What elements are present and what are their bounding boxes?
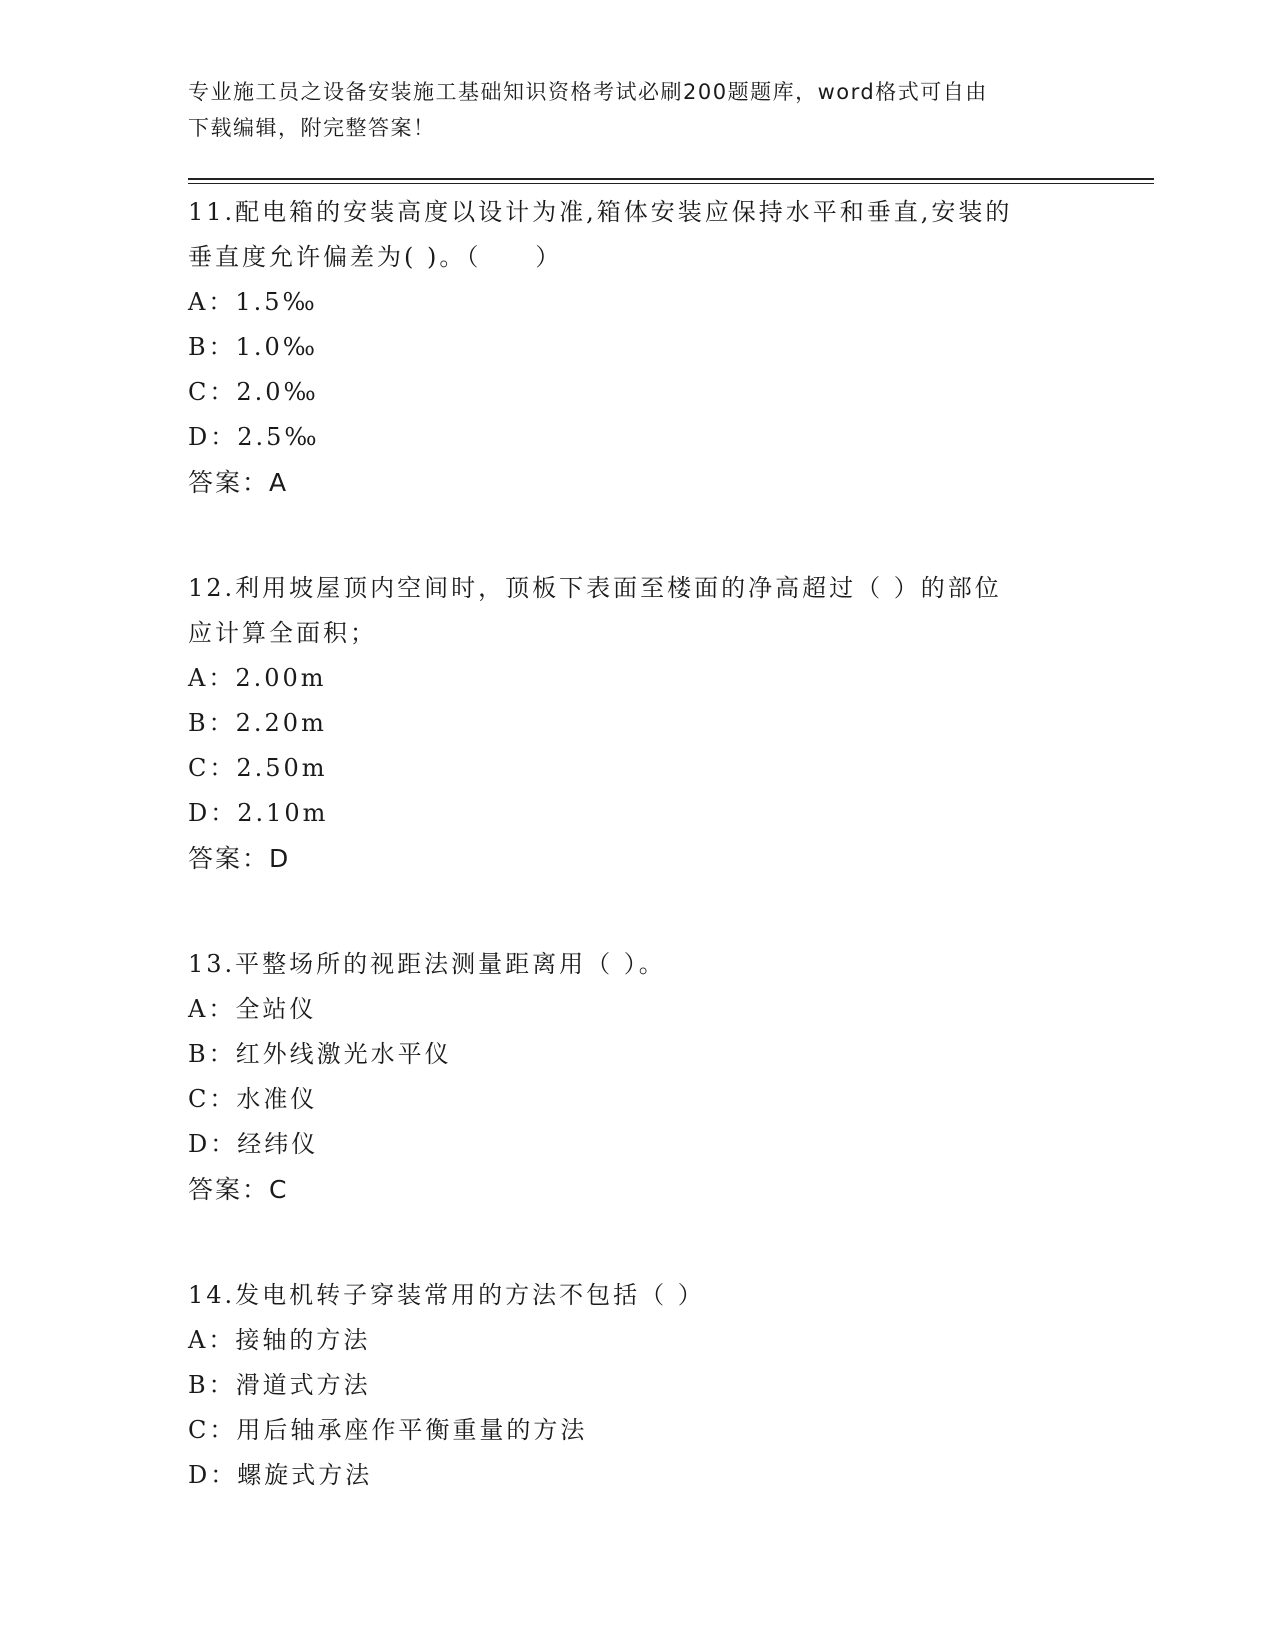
option-c: C：水准仪 bbox=[188, 1085, 318, 1113]
question-stem-line: 14.发电机转子穿装常用的方法不包括（ ） bbox=[188, 1281, 705, 1309]
option-a: A：1.5‰ bbox=[188, 288, 318, 316]
header-line-2: 下载编辑，附完整答案！ bbox=[188, 116, 436, 140]
option-d: D：2.10m bbox=[188, 799, 329, 827]
question-11 bbox=[188, 190, 1088, 506]
question-list bbox=[188, 190, 1088, 1498]
question-stem-line: 12.利用坡屋顶内空间时，顶板下表面至楼面的净高超过（ ）的部位 bbox=[188, 574, 1002, 602]
answer-label: 答案：D bbox=[188, 844, 291, 873]
option-c: C：2.50m bbox=[188, 754, 328, 782]
option-b: B：红外线激光水平仪 bbox=[188, 1040, 452, 1068]
option-c: C：2.0‰ bbox=[188, 378, 319, 406]
header-divider-thin bbox=[188, 183, 1154, 184]
option-c: C：用后轴承座作平衡重量的方法 bbox=[188, 1416, 588, 1444]
question-13 bbox=[188, 942, 1088, 1213]
option-b: B：滑道式方法 bbox=[188, 1371, 371, 1399]
answer-label: 答案：C bbox=[188, 1175, 289, 1204]
header-divider-thick bbox=[188, 178, 1154, 180]
document-header bbox=[188, 74, 1068, 146]
option-a: A：接轴的方法 bbox=[188, 1326, 371, 1354]
question-stem-line: 应计算全面积； bbox=[188, 619, 377, 647]
question-14 bbox=[188, 1273, 1088, 1498]
option-d: D：2.5‰ bbox=[188, 423, 320, 451]
option-b: B：1.0‰ bbox=[188, 333, 319, 361]
option-a: A：全站仪 bbox=[188, 995, 317, 1023]
question-stem-line: 垂直度允许偏差为( )。（ ） bbox=[188, 243, 563, 271]
question-12 bbox=[188, 566, 1088, 882]
option-a: A：2.00m bbox=[188, 664, 327, 692]
header-line-1: 专业施工员之设备安装施工基础知识资格考试必刷200题题库，word格式可自由 bbox=[188, 80, 988, 104]
question-stem-line: 11.配电箱的安装高度以设计为准,箱体安装应保持水平和垂直,安装的 bbox=[188, 198, 1013, 226]
option-b: B：2.20m bbox=[188, 709, 327, 737]
option-d: D：螺旋式方法 bbox=[188, 1461, 373, 1489]
question-stem-line: 13.平整场所的视距法测量距离用（ ）。 bbox=[188, 950, 666, 978]
option-d: D：经纬仪 bbox=[188, 1130, 319, 1158]
answer-label: 答案：A bbox=[188, 468, 289, 497]
